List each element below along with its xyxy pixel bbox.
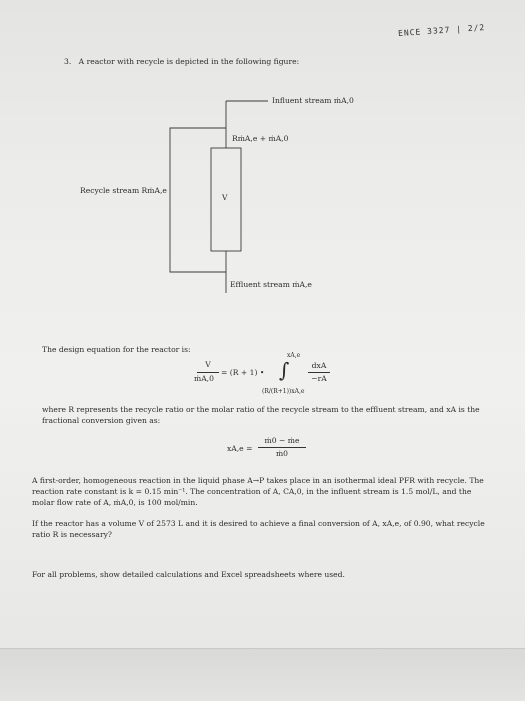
problem-intro: A reactor with recycle is depicted in the following figure: — [78, 57, 300, 66]
instructions: For all problems, show detailed calculations and Excel spreadsheets where used. — [32, 570, 345, 579]
conversion-denominator: ṁ0 — [275, 449, 289, 458]
conversion-lhs: xA,e = — [227, 444, 253, 453]
problem-statement: A first-order, homogeneous reaction in the liquid phase A→P takes place in an isothermal ideal PFR with recycle. The reaction rate constant is k = 0.15 min⁻¹. The concentration of A, CA,0, in the influent stream is 1.5 mol/L, and the molar flow rate of A, ṁA,0, is 100 mol/min. — [32, 476, 484, 507]
page-fold-shadow — [0, 648, 525, 701]
mix-label: RṁA,e + ṁA,0 — [232, 134, 289, 143]
integrand-numerator: dxA — [311, 361, 327, 370]
problem-question: If the reactor has a volume V of 2573 L and it is desired to achieve a final conversion of A, xA,e, of 0.90, what recycle ratio R is necessary? — [32, 519, 485, 539]
design-lhs-denominator: ṁA,0 — [194, 374, 214, 383]
recycle-loop — [170, 101, 226, 293]
integrand-bar — [308, 372, 330, 373]
integrand-denominator: −rA — [311, 374, 327, 383]
integral-sign: ∫ — [279, 358, 290, 382]
design-lhs-numerator: V — [205, 360, 211, 369]
design-factor: = (R + 1) • — [221, 368, 265, 377]
effluent-label: Effluent stream ṁA,e — [230, 280, 312, 289]
page-divider: | — [455, 24, 463, 34]
problem-number: 3. — [64, 57, 72, 66]
conversion-bar — [258, 447, 306, 448]
course-code: ENCE 3327 — [397, 25, 451, 39]
recycle-label: Recycle stream RṁA,e — [80, 186, 167, 195]
conversion-numerator: ṁ0 − ṁe — [264, 436, 300, 445]
design-lhs-bar — [197, 372, 219, 373]
reactor-volume-label: V — [222, 193, 228, 202]
integral-lower-limit: (R/(R+1))xA,e — [262, 388, 305, 395]
influent-label: Influent stream ṁA,0 — [272, 96, 354, 105]
integral-upper-limit: xA,e — [287, 352, 301, 359]
page-number: 2/2 — [467, 22, 486, 34]
design-intro: The design equation for the reactor is: — [42, 345, 191, 354]
where-text: where R represents the recycle ratio or the molar ratio of the recycle stream to the effluent stream, and xA is the fractional conversion given as: — [42, 405, 480, 425]
